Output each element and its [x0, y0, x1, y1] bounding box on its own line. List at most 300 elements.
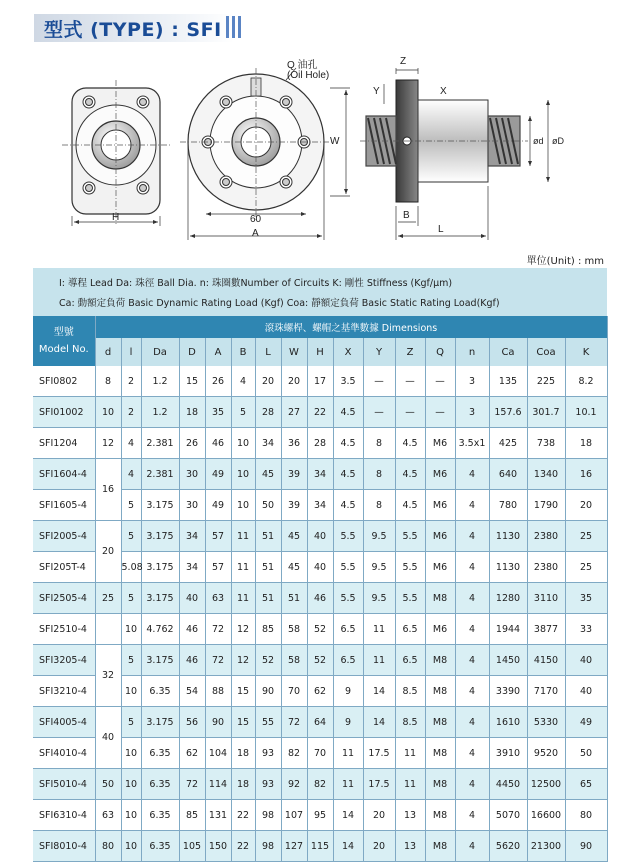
cell-da: 1.2 — [141, 366, 179, 397]
cell-ca: 1610 — [489, 707, 527, 738]
cell-x: 6.5 — [333, 645, 363, 676]
cell-ca: 1450 — [489, 645, 527, 676]
cell-d: 46 — [179, 614, 205, 645]
cell-w: 72 — [281, 707, 307, 738]
cell-k: 10.1 — [565, 397, 607, 428]
cell-y: — — [363, 366, 395, 397]
cell-k: 8.2 — [565, 366, 607, 397]
cell-y: 20 — [363, 800, 395, 831]
cell-w: 92 — [281, 769, 307, 800]
cell-a: 88 — [205, 676, 231, 707]
table-row — [33, 459, 607, 490]
cell-a: 26 — [205, 366, 231, 397]
cell-w: 127 — [281, 831, 307, 862]
dim-60-label: 60 — [250, 214, 262, 225]
model-cell: SFI6310-4 — [33, 800, 95, 831]
cell-z: 11 — [395, 769, 425, 800]
model-cell: SFI205T-4 — [33, 552, 95, 583]
cell-coa: 1340 — [527, 459, 565, 490]
model-cell: SFI0802 — [33, 366, 95, 397]
dim-x-label: X — [440, 86, 447, 97]
cell-y: 20 — [363, 831, 395, 862]
column-header-b: B — [231, 338, 255, 366]
cell-w: 82 — [281, 738, 307, 769]
cell-x: 5.5 — [333, 521, 363, 552]
cell-coa: 3110 — [527, 583, 565, 614]
cell-h: 115 — [307, 831, 333, 862]
cell-da: 6.35 — [141, 676, 179, 707]
cell-q: M6 — [425, 490, 455, 521]
cell-l: 52 — [255, 645, 281, 676]
cell-z: 8.5 — [395, 676, 425, 707]
cell-q: M8 — [425, 676, 455, 707]
legend-line-1: I: 導程 Lead Da: 珠徑 Ball Dia. n: 珠圈數Number of Circuits K: 剛性 Stiffness (Kgf/μm) — [33, 268, 607, 292]
column-header-ca: Ca — [489, 338, 527, 366]
cell-da: 6.35 — [141, 738, 179, 769]
cell-z: 5.5 — [395, 552, 425, 583]
cell-da: 3.175 — [141, 521, 179, 552]
cell-q: M8 — [425, 769, 455, 800]
cell-h: 34 — [307, 459, 333, 490]
cell-h: 40 — [307, 552, 333, 583]
column-header-a: A — [205, 338, 231, 366]
cell-q: — — [425, 397, 455, 428]
cell-d: 63 — [95, 800, 121, 831]
cell-b: 12 — [231, 614, 255, 645]
cell-h: 62 — [307, 676, 333, 707]
model-cell: SFI3210-4 — [33, 676, 95, 707]
cell-d: 32 — [95, 645, 121, 707]
cell-y: 8 — [363, 428, 395, 459]
cell-l: 10 — [121, 769, 141, 800]
cell-h: 40 — [307, 521, 333, 552]
cell-q: M8 — [425, 800, 455, 831]
model-cell: SFI1204 — [33, 428, 95, 459]
cell-d: 40 — [179, 583, 205, 614]
cell-y: 14 — [363, 707, 395, 738]
cell-coa: 225 — [527, 366, 565, 397]
cell-d: 72 — [179, 769, 205, 800]
cell-h: 95 — [307, 800, 333, 831]
cell-l: 98 — [255, 831, 281, 862]
cell-n: 4 — [455, 521, 489, 552]
cell-n: 4 — [455, 800, 489, 831]
dim-d-label: ød — [533, 136, 544, 146]
cell-coa: 2380 — [527, 521, 565, 552]
model-cell: SFI8010-4 — [33, 831, 95, 862]
cell-x: 14 — [333, 800, 363, 831]
cell-w: 45 — [281, 552, 307, 583]
cell-n: 4 — [455, 676, 489, 707]
dim-l-label: L — [438, 224, 444, 235]
dim-y-label: Y — [373, 86, 380, 97]
cell-z: 6.5 — [395, 614, 425, 645]
cell-l: 10 — [121, 800, 141, 831]
cell-d: 16 — [95, 459, 121, 521]
page-title: 型式 (TYPE) : SFI — [44, 19, 222, 41]
dim-D-label: øD — [552, 136, 564, 146]
cell-d: 40 — [95, 707, 121, 769]
cell-l: 5 — [121, 521, 141, 552]
cell-z: — — [395, 397, 425, 428]
cell-k: 65 — [565, 769, 607, 800]
cell-da: 3.175 — [141, 490, 179, 521]
cell-b: 22 — [231, 831, 255, 862]
cell-q: M8 — [425, 645, 455, 676]
cell-z: 4.5 — [395, 459, 425, 490]
cell-d: 62 — [179, 738, 205, 769]
cell-w: 107 — [281, 800, 307, 831]
cell-k: 40 — [565, 645, 607, 676]
cell-ca: 1280 — [489, 583, 527, 614]
cell-l: 10 — [121, 738, 141, 769]
cell-q: M8 — [425, 707, 455, 738]
table-row — [33, 800, 607, 831]
cell-q: M6 — [425, 428, 455, 459]
cell-ca: 135 — [489, 366, 527, 397]
square-flange-view — [62, 80, 172, 226]
dim-b-label: B — [403, 210, 410, 221]
cell-da: 4.762 — [141, 614, 179, 645]
cell-y: 14 — [363, 676, 395, 707]
cell-y: 11 — [363, 614, 395, 645]
cell-y: 8 — [363, 490, 395, 521]
cell-b: 5 — [231, 397, 255, 428]
cell-ca: 5620 — [489, 831, 527, 862]
cell-z: — — [395, 366, 425, 397]
column-header-z: Z — [395, 338, 425, 366]
cell-a: 104 — [205, 738, 231, 769]
cell-ca: 780 — [489, 490, 527, 521]
cell-coa: 301.7 — [527, 397, 565, 428]
cell-q: — — [425, 366, 455, 397]
cell-coa: 16600 — [527, 800, 565, 831]
cell-l: 2 — [121, 366, 141, 397]
model-cell: SFI2505-4 — [33, 583, 95, 614]
cell-da: 2.381 — [141, 459, 179, 490]
cell-l: 10 — [121, 614, 141, 645]
cell-n: 3.5x1 — [455, 428, 489, 459]
cell-coa: 21300 — [527, 831, 565, 862]
cell-da: 3.175 — [141, 645, 179, 676]
cell-l: 4 — [121, 459, 141, 490]
cell-d: 12 — [95, 428, 121, 459]
cell-l: 55 — [255, 707, 281, 738]
cell-coa: 3877 — [527, 614, 565, 645]
table-row — [33, 397, 607, 428]
cell-k: 25 — [565, 552, 607, 583]
cell-d: 15 — [179, 366, 205, 397]
cell-d: 8 — [95, 366, 121, 397]
cell-d: 34 — [179, 552, 205, 583]
legend-line-2: Ca: 動額定負荷 Basic Dynamic Rating Load (Kgf) Coa: 靜額定負荷 Basic Static Rating Load(Kgf) — [33, 292, 607, 316]
cell-l: 5 — [121, 707, 141, 738]
cell-d: 54 — [179, 676, 205, 707]
cell-l: 50 — [255, 490, 281, 521]
cell-d: 105 — [179, 831, 205, 862]
cell-l: 5 — [121, 645, 141, 676]
table-row — [33, 521, 607, 552]
cell-b: 4 — [231, 366, 255, 397]
cell-b: 15 — [231, 676, 255, 707]
table-row — [33, 769, 607, 800]
cell-d: 18 — [179, 397, 205, 428]
cell-n: 4 — [455, 583, 489, 614]
technical-drawing — [0, 44, 638, 256]
cell-k: 18 — [565, 428, 607, 459]
cell-x: 4.5 — [333, 397, 363, 428]
model-cell: SFI01002 — [33, 397, 95, 428]
cell-a: 46 — [205, 428, 231, 459]
spec-table-body — [33, 268, 607, 862]
cell-h: 46 — [307, 583, 333, 614]
cell-b: 11 — [231, 552, 255, 583]
cell-d — [95, 614, 121, 645]
cell-d: 56 — [179, 707, 205, 738]
dim-w-label: W — [330, 136, 340, 147]
cell-n: 4 — [455, 552, 489, 583]
cell-da: 3.175 — [141, 583, 179, 614]
cell-h: 22 — [307, 397, 333, 428]
cell-y: 11 — [363, 645, 395, 676]
cell-h: 82 — [307, 769, 333, 800]
cell-ca: 425 — [489, 428, 527, 459]
cell-l: 5 — [121, 490, 141, 521]
cell-x: 9 — [333, 676, 363, 707]
cell-n: 4 — [455, 738, 489, 769]
table-row — [33, 707, 607, 738]
column-header-d: d — [95, 338, 121, 366]
cell-b: 18 — [231, 769, 255, 800]
model-cell: SFI3205-4 — [33, 645, 95, 676]
cell-w: 20 — [281, 366, 307, 397]
cell-ca: 3390 — [489, 676, 527, 707]
unit-label: 單位(Unit) : mm — [526, 256, 604, 267]
cell-w: 39 — [281, 490, 307, 521]
column-header-h: H — [307, 338, 333, 366]
cell-x: 11 — [333, 738, 363, 769]
cell-a: 72 — [205, 614, 231, 645]
cell-da: 3.175 — [141, 552, 179, 583]
model-cell: SFI2510-4 — [33, 614, 95, 645]
cell-q: M6 — [425, 459, 455, 490]
title-stripes — [226, 16, 244, 42]
cell-b: 10 — [231, 490, 255, 521]
cell-d: 30 — [179, 490, 205, 521]
cell-a: 150 — [205, 831, 231, 862]
column-header-coa: Coa — [527, 338, 565, 366]
cell-d: 46 — [179, 645, 205, 676]
cell-n: 4 — [455, 707, 489, 738]
cell-n: 4 — [455, 490, 489, 521]
model-cell: SFI4005-4 — [33, 707, 95, 738]
column-header-x: X — [333, 338, 363, 366]
spec-table-wrap — [33, 268, 607, 862]
model-cell: SFI1605-4 — [33, 490, 95, 521]
cell-a: 63 — [205, 583, 231, 614]
table-row — [33, 428, 607, 459]
model-header: 型號 Model No. — [33, 316, 95, 366]
cell-b: 10 — [231, 428, 255, 459]
cell-n: 4 — [455, 459, 489, 490]
cell-ca: 157.6 — [489, 397, 527, 428]
cell-coa: 738 — [527, 428, 565, 459]
cell-w: 39 — [281, 459, 307, 490]
cell-x: 11 — [333, 769, 363, 800]
cell-a: 49 — [205, 490, 231, 521]
cell-b: 18 — [231, 738, 255, 769]
column-header-w: W — [281, 338, 307, 366]
cell-q: M6 — [425, 552, 455, 583]
cell-l: 93 — [255, 738, 281, 769]
cell-x: 4.5 — [333, 428, 363, 459]
cell-k: 49 — [565, 707, 607, 738]
column-header-y: Y — [363, 338, 395, 366]
cell-l: 51 — [255, 552, 281, 583]
cell-da: 6.35 — [141, 800, 179, 831]
cell-w: 27 — [281, 397, 307, 428]
cell-x: 9 — [333, 707, 363, 738]
cell-a: 90 — [205, 707, 231, 738]
dim-z-label: Z — [400, 56, 407, 67]
cell-q: M8 — [425, 831, 455, 862]
cell-l: 51 — [255, 583, 281, 614]
cell-a: 57 — [205, 552, 231, 583]
cell-ca: 5070 — [489, 800, 527, 831]
column-header-n: n — [455, 338, 489, 366]
cell-k: 16 — [565, 459, 607, 490]
cell-q: M6 — [425, 614, 455, 645]
cell-b: 22 — [231, 800, 255, 831]
cell-h: 34 — [307, 490, 333, 521]
cell-z: 5.5 — [395, 521, 425, 552]
cell-k: 90 — [565, 831, 607, 862]
cell-ca: 3910 — [489, 738, 527, 769]
cell-ca: 640 — [489, 459, 527, 490]
table-row — [33, 831, 607, 862]
cell-l: 85 — [255, 614, 281, 645]
cell-l: 20 — [255, 366, 281, 397]
cell-y: 17.5 — [363, 738, 395, 769]
cell-ca: 1944 — [489, 614, 527, 645]
cell-x: 5.5 — [333, 552, 363, 583]
cell-z: 4.5 — [395, 490, 425, 521]
cell-ca: 4450 — [489, 769, 527, 800]
model-cell: SFI2005-4 — [33, 521, 95, 552]
cell-k: 20 — [565, 490, 607, 521]
cell-w: 58 — [281, 614, 307, 645]
cell-n: 4 — [455, 831, 489, 862]
cell-z: 8.5 — [395, 707, 425, 738]
cell-x: 4.5 — [333, 490, 363, 521]
cell-z: 11 — [395, 738, 425, 769]
cell-q: M6 — [425, 521, 455, 552]
cell-l: 5 — [121, 583, 141, 614]
table-row — [33, 614, 607, 645]
column-header-l: L — [255, 338, 281, 366]
cell-coa: 2380 — [527, 552, 565, 583]
cell-da: 6.35 — [141, 831, 179, 862]
cell-coa: 1790 — [527, 490, 565, 521]
cell-n: 3 — [455, 366, 489, 397]
cell-l: 51 — [255, 521, 281, 552]
cell-ca: 1130 — [489, 552, 527, 583]
cell-h: 70 — [307, 738, 333, 769]
dim-h-label: H — [112, 212, 120, 223]
cell-l: 45 — [255, 459, 281, 490]
cell-a: 72 — [205, 645, 231, 676]
dim-a-label: A — [252, 228, 259, 239]
table-row — [33, 366, 607, 397]
cell-z: 6.5 — [395, 645, 425, 676]
cell-b: 15 — [231, 707, 255, 738]
cell-d: 20 — [95, 521, 121, 583]
cell-b: 10 — [231, 459, 255, 490]
cell-h: 17 — [307, 366, 333, 397]
cell-k: 40 — [565, 676, 607, 707]
model-cell: SFI1604-4 — [33, 459, 95, 490]
cell-da: 1.2 — [141, 397, 179, 428]
cell-b: 11 — [231, 521, 255, 552]
column-header-d: D — [179, 338, 205, 366]
cell-l: 10 — [121, 831, 141, 862]
cell-d: 30 — [179, 459, 205, 490]
cell-k: 25 — [565, 521, 607, 552]
cell-l: 4 — [121, 428, 141, 459]
cell-z: 4.5 — [395, 428, 425, 459]
cell-l: 34 — [255, 428, 281, 459]
cell-n: 4 — [455, 614, 489, 645]
cell-h: 28 — [307, 428, 333, 459]
cell-n: 3 — [455, 397, 489, 428]
cell-y: 9.5 — [363, 552, 395, 583]
cell-d: 10 — [95, 397, 121, 428]
oil-hole-label-en: (Oil Hole) — [287, 70, 330, 81]
cell-h: 64 — [307, 707, 333, 738]
cell-d: 50 — [95, 769, 121, 800]
column-header-da: Da — [141, 338, 179, 366]
cell-a: 131 — [205, 800, 231, 831]
cell-x: 5.5 — [333, 583, 363, 614]
cell-y: 9.5 — [363, 521, 395, 552]
cell-n: 4 — [455, 769, 489, 800]
cell-a: 49 — [205, 459, 231, 490]
column-header-l: l — [121, 338, 141, 366]
dimensions-header: 滾珠螺桿、螺帽之基準數據 Dimensions — [95, 316, 607, 338]
cell-k: 35 — [565, 583, 607, 614]
cell-w: 45 — [281, 521, 307, 552]
cell-l: 28 — [255, 397, 281, 428]
cell-k: 50 — [565, 738, 607, 769]
cell-ca: 1130 — [489, 521, 527, 552]
cell-w: 51 — [281, 583, 307, 614]
cell-d: 26 — [179, 428, 205, 459]
cell-x: 3.5 — [333, 366, 363, 397]
cell-coa: 4150 — [527, 645, 565, 676]
cell-h: 52 — [307, 614, 333, 645]
cell-h: 52 — [307, 645, 333, 676]
cell-x: 14 — [333, 831, 363, 862]
cell-coa: 9520 — [527, 738, 565, 769]
cell-d: 25 — [95, 583, 121, 614]
cell-y: 8 — [363, 459, 395, 490]
cell-b: 12 — [231, 645, 255, 676]
cell-y: 17.5 — [363, 769, 395, 800]
table-row — [33, 583, 607, 614]
cell-x: 4.5 — [333, 459, 363, 490]
cell-coa: 12500 — [527, 769, 565, 800]
cell-w: 58 — [281, 645, 307, 676]
